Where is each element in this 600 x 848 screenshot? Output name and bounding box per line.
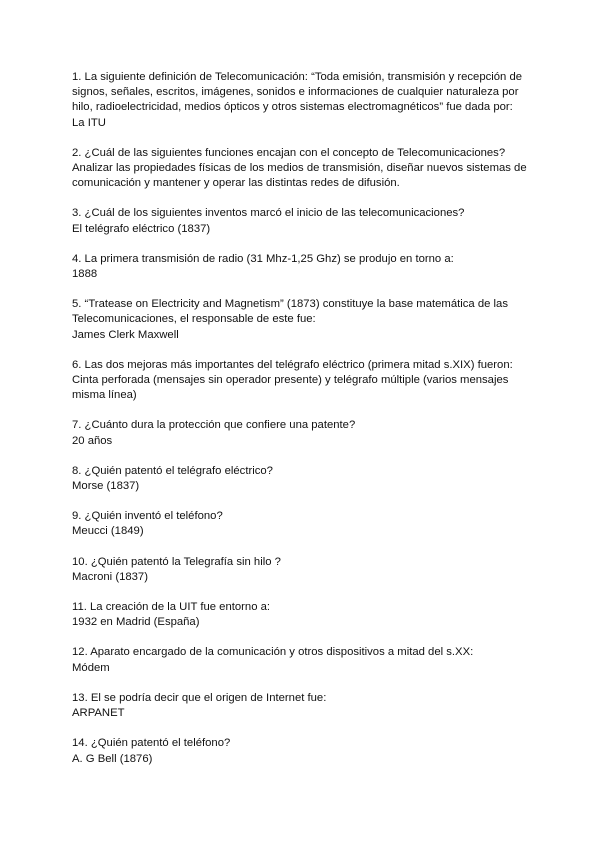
answer-text: Morse (1837) <box>72 480 140 493</box>
question-text: 8. ¿Quién patentó el telégrafo eléctrico? <box>72 464 273 477</box>
answer-text: Macroni (1837) <box>72 570 148 583</box>
question-text: 1. La siguiente definición de Telecomunicación: “Toda emisión, transmisión y recepción de signos, señales, escritos, imágenes, sonidos e informaciones de cualquier naturaleza por hilo, radioelectricidad, medios ópticos y otros sistemas electromagnéticos” fue dada por: <box>72 71 523 114</box>
document-page <box>72 70 532 782</box>
qa-item-3 <box>72 206 532 236</box>
qa-item-9 <box>72 509 532 539</box>
answer-text: El telégrafo eléctrico (1837) <box>72 222 211 235</box>
question-text: 4. La primera transmisión de radio (31 Mhz-1,25 Ghz) se produjo en torno a: <box>72 252 454 265</box>
question-text: 14. ¿Quién patentó el teléfono? <box>72 737 231 750</box>
question-text: 2. ¿Cuál de las siguientes funciones encajan con el concepto de Telecomunicaciones? <box>72 146 506 159</box>
answer-text: A. G Bell (1876) <box>72 752 153 765</box>
answer-text: 1888 <box>72 268 98 281</box>
answer-text: ARPANET <box>72 707 125 720</box>
answer-text: Cinta perforada (mensajes sin operador presente) y telégrafo múltiple (varios mensajes misma línea) <box>72 374 509 402</box>
answer-text: La ITU <box>72 116 106 129</box>
answer-text: Meucci (1849) <box>72 525 144 538</box>
answer-text: Módem <box>72 661 110 674</box>
answer-text: 20 años <box>72 434 113 447</box>
qa-item-12 <box>72 645 532 675</box>
question-text: 13. El se podría decir que el origen de Internet fue: <box>72 691 327 704</box>
question-text: 11. La creación de la UIT fue entorno a: <box>72 601 271 614</box>
qa-item-8 <box>72 464 532 494</box>
question-text: 6. Las dos mejoras más importantes del telégrafo eléctrico (primera mitad s.XIX) fueron: <box>72 358 513 371</box>
question-text: 5. “Tratease on Electricity and Magnetism” (1873) constituye la base matemática de las Telecomunicaciones, el responsable de este fue: <box>72 298 508 326</box>
question-text: 10. ¿Quién patentó la Telegrafía sin hilo ? <box>72 555 281 568</box>
qa-item-2 <box>72 146 532 192</box>
qa-item-10 <box>72 555 532 585</box>
question-text: 9. ¿Quién inventó el teléfono? <box>72 510 223 523</box>
question-text: 12. Aparato encargado de la comunicación y otros dispositivos a mitad del s.XX: <box>72 646 474 659</box>
answer-text: James Clerk Maxwell <box>72 328 179 341</box>
qa-item-7 <box>72 418 532 448</box>
qa-item-4 <box>72 252 532 282</box>
qa-item-5 <box>72 297 532 343</box>
qa-item-6 <box>72 358 532 404</box>
qa-item-11 <box>72 600 532 630</box>
qa-item-1 <box>72 70 532 131</box>
qa-item-14 <box>72 736 532 766</box>
answer-text: 1932 en Madrid (España) <box>72 616 200 629</box>
answer-text: Analizar las propiedades físicas de los medios de transmisión, diseñar nuevos sistemas de comunicación y mantener y operar las distintas redes de difusión. <box>72 162 527 190</box>
qa-item-13 <box>72 691 532 721</box>
question-text: 3. ¿Cuál de los siguientes inventos marcó el inicio de las telecomunicaciones? <box>72 207 465 220</box>
question-text: 7. ¿Cuánto dura la protección que confiere una patente? <box>72 419 356 432</box>
